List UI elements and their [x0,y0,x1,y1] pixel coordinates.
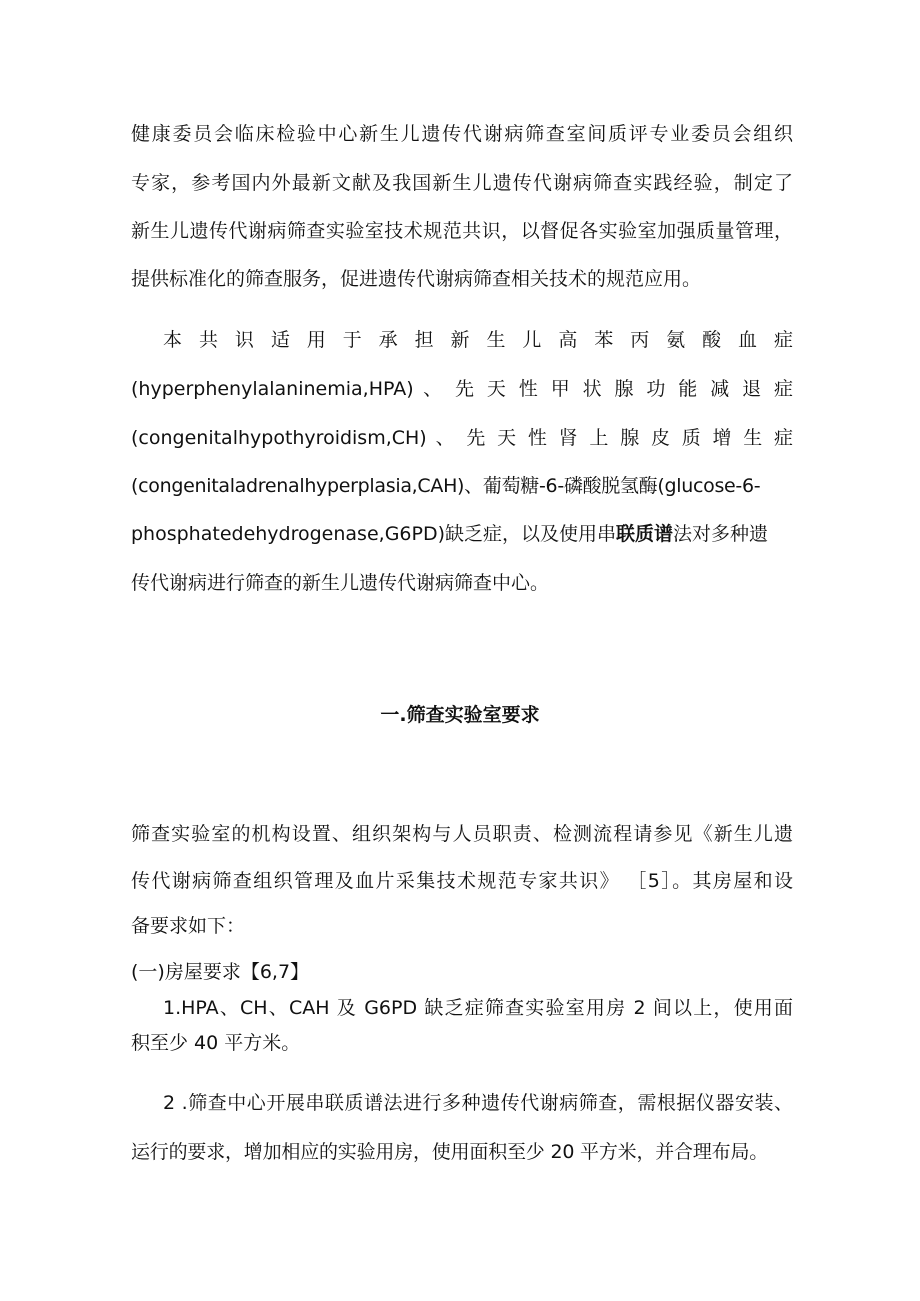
paragraph-1-line-1: 健康委员会临床检验中心新生儿遗传代谢病筛查室间质评专业委员会组织 [131,123,793,145]
paragraph-3-line-1: 筛查实验室的机构设置、组织架构与人员职责、检测流程请参见《新生儿遗 [131,823,793,845]
section-heading: 一.筛查实验室要求 [380,704,540,726]
paragraph-1-line-2: 专家，参考国内外最新文献及我国新生儿遗传代谢病筛查实践经验，制定了 [131,172,793,194]
paragraph-1-line-4: 提供标准化的筛查服务，促进遗传代谢病筛查相关技术的规范应用。 [131,268,702,290]
paragraph-1-line-3: 新生儿遗传代谢病筛查实验室技术规范共识，以督促各实验室加强质量管理， [131,220,793,242]
paragraph-2-line-4: (congenitaladrenalhyperplasia,CAH)、葡萄糖-6-磷酸脱氢酶(glucose-6- [131,475,761,497]
paragraph-2-line-1: 本 共 识 适 用 于 承 担 新 生 儿 高 苯 丙 氨 酸 血 症 [163,329,793,351]
paragraph-2-line-5-post: 法对多种遗 [673,523,769,545]
paragraph-2-line-5 [131,522,793,546]
paragraph-2-line-3: (congenitalhypothyroidism,CH) 、 先 天 性 肾 上 腺 皮 质 增 生 症 [131,427,793,449]
paragraph-3-line-3: 备要求如下： [131,915,246,937]
paragraph-2-line-2: (hyperphenylalaninemia,HPA) 、 先 天 性 甲 状 腺 功 能 减 退 症 [131,378,793,400]
paragraph-2-line-6: 传代谢病进行筛查的新生儿遗传代谢病筛查中心。 [131,572,550,594]
paragraph-2-line-5-pre: phosphatedehydrogenase,G6PD)缺乏症，以及使用串 [131,523,617,545]
item-2-line-1: 2 .筛查中心开展串联质谱法进行多种遗传代谢病筛查，需根据仪器安装、 [163,1092,793,1114]
subsection-heading: (一)房屋要求【6,7】 [131,961,310,983]
item-2-line-2: 运行的要求，增加相应的实验用房，使用面积至少 20 平方米，并合理布局。 [131,1141,769,1163]
item-1-line-1: 1.HPA、CH、CAH 及 G6PD 缺乏症筛查实验室用房 2 间以上，使用面 [163,997,793,1019]
item-1-line-2: 积至少 40 平方米。 [131,1032,301,1054]
paragraph-3-line-2: 传代谢病筛查组织管理及血片采集技术规范专家共识》 ［5］。其房屋和设 [131,870,793,892]
paragraph-2-line-5-bold: 联质谱 [616,523,674,545]
